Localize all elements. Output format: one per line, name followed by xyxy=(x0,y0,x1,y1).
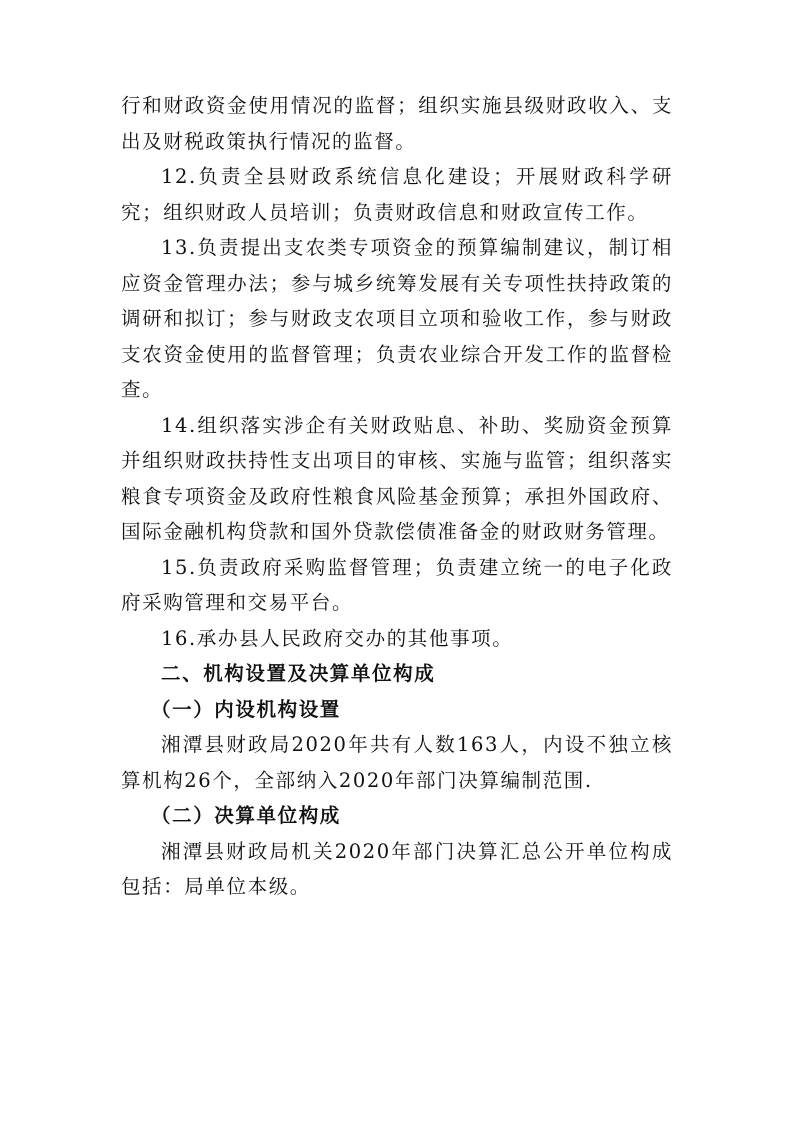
subsection-2-heading: （二）决算单位构成 xyxy=(151,804,341,827)
section-heading: 二、机构设置及决算单位构成 xyxy=(161,662,436,685)
subsection-2-text: 湘潭县财政局机关2020年部门决算汇总公开单位构成包括：局单位本级。 xyxy=(121,839,673,898)
list-item-15: 15.负责政府采购监督管理；负责建立统一的电子化政府采购管理和交易平台。 xyxy=(121,555,673,614)
list-item-13: 13.负责提出支农类专项资金的预算编制建议，制订相应资金管理办法；参与城乡统筹发展有关专项性扶持政策的调研和拟订；参与财政支农项目立项和验收工作，参与财政支农资金使用的监督管理；负责农业综合开发工作的监督检查。 xyxy=(121,236,673,401)
list-item-16: 16.承办县人民政府交办的其他事项。 xyxy=(161,626,514,650)
subsection-1-heading: （一）内设机构设置 xyxy=(151,697,341,721)
document-body xyxy=(121,88,673,905)
list-item-14: 14.组织落实涉企有关财政贴息、补助、奖励资金预算并组织财政扶持性支出项目的审核、实施与监管；组织落实粮食专项资金及政府性粮食风险基金预算；承担外国政府、国际金融机构贷款和国外贷款偿债准备金的财政财务管理。 xyxy=(121,413,673,543)
subsection-1-text: 湘潭县财政局2020年共有人数163人，内设不独立核算机构26个，全部纳入2020年部门决算编制范围. xyxy=(121,733,673,792)
continued-paragraph: 行和财政资金使用情况的监督；组织实施县级财政收入、支出及财税政策执行情况的监督。 xyxy=(121,94,673,153)
list-item-12: 12.负责全县财政系统信息化建设；开展财政科学研究；组织财政人员培训；负责财政信息和财政宣传工作。 xyxy=(121,165,673,224)
